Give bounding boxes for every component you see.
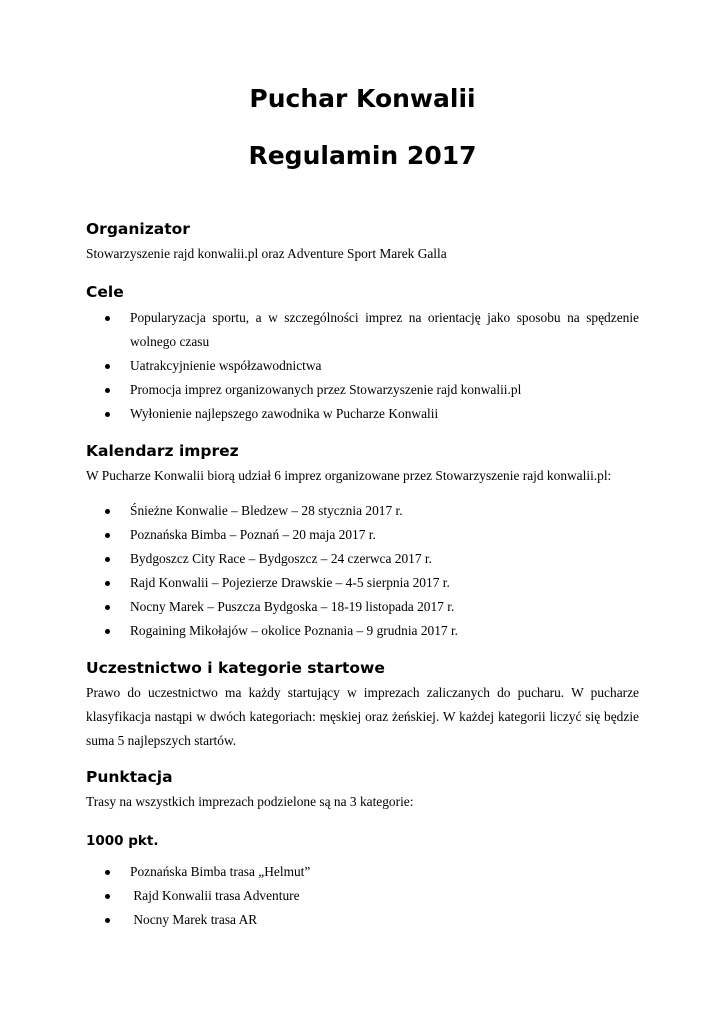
uczestnictwo-text: Prawo do uczestnictwo ma każdy startujący w imprezach zaliczanych do pucharu. W pucharze klasyfikacja nastąpi w dwóch kategoriach: męskiej oraz żeńskiej. W każdej kategorii liczyć się będzie suma 5 najlepszych startów. xyxy=(86,685,639,748)
cele-item: Uatrakcyjnienie współzawodnictwa xyxy=(130,358,322,373)
bullet-icon xyxy=(105,412,110,417)
kalendarz-item: Rogaining Mikołajów – okolice Poznania – 9 grudnia 2017 r. xyxy=(130,623,459,638)
kalendarz-item: Poznańska Bimba – Poznań – 20 maja 2017 r. xyxy=(130,527,376,542)
kalendarz-item: Śnieżne Konwalie – Bledzew – 28 stycznia 2017 r. xyxy=(130,503,403,518)
heading-punktacja: Punktacja xyxy=(86,768,173,786)
heading-organizator: Organizator xyxy=(86,220,190,238)
bullet-icon xyxy=(105,533,110,538)
organizator-text: Stowarzyszenie rajd konwalii.pl oraz Adventure Sport Marek Galla xyxy=(86,246,447,261)
punktacja-text: Trasy na wszystkich imprezach podzielone są na 3 kategorie: xyxy=(86,794,414,809)
bullet-icon xyxy=(105,870,110,875)
bullet-icon xyxy=(105,316,110,321)
cele-item: Promocja imprez organizowanych przez Stowarzyszenie rajd konwalii.pl xyxy=(130,382,522,397)
heading-uczestnictwo: Uczestnictwo i kategorie startowe xyxy=(86,659,385,677)
heading-cele: Cele xyxy=(86,283,124,301)
kalendarz-item: Nocny Marek – Puszcza Bydgoska – 18-19 listopada 2017 r. xyxy=(130,599,455,614)
bullet-icon xyxy=(105,894,110,899)
kalendarz-item: Bydgoszcz City Race – Bydgoszcz – 24 czerwca 2017 r. xyxy=(130,551,432,566)
kalendarz-item: Rajd Konwalii – Pojezierze Drawskie – 4-5 sierpnia 2017 r. xyxy=(130,575,450,590)
heading-kalendarz: Kalendarz imprez xyxy=(86,442,239,460)
bullet-icon xyxy=(105,557,110,562)
heading-1000-pkt: 1000 pkt. xyxy=(86,833,159,849)
kalendarz-intro: W Pucharze Konwalii biorą udział 6 imprez organizowane przez Stowarzyszenie rajd konwalii.pl: xyxy=(86,468,612,483)
bullet-icon xyxy=(105,581,110,586)
cele-item: Wyłonienie najlepszego zawodnika w Pucharze Konwalii xyxy=(130,406,439,421)
cele-item: Popularyzacja sportu, a w szczególności imprez na orientację jako sposobu na spędzenie wolnego czasu xyxy=(130,310,639,349)
document-title: Puchar Konwalii xyxy=(249,84,476,113)
bullet-icon xyxy=(105,629,110,634)
bullet-icon xyxy=(105,605,110,610)
punktacja-item: Poznańska Bimba trasa „Helmut” xyxy=(130,864,311,879)
bullet-icon xyxy=(105,918,110,923)
punktacja-item: Nocny Marek trasa AR xyxy=(130,912,258,927)
bullet-icon xyxy=(105,388,110,393)
punktacja-item: Rajd Konwalii trasa Adventure xyxy=(130,888,300,903)
document-subtitle: Regulamin 2017 xyxy=(248,141,477,170)
bullet-icon xyxy=(105,509,110,514)
bullet-icon xyxy=(105,364,110,369)
